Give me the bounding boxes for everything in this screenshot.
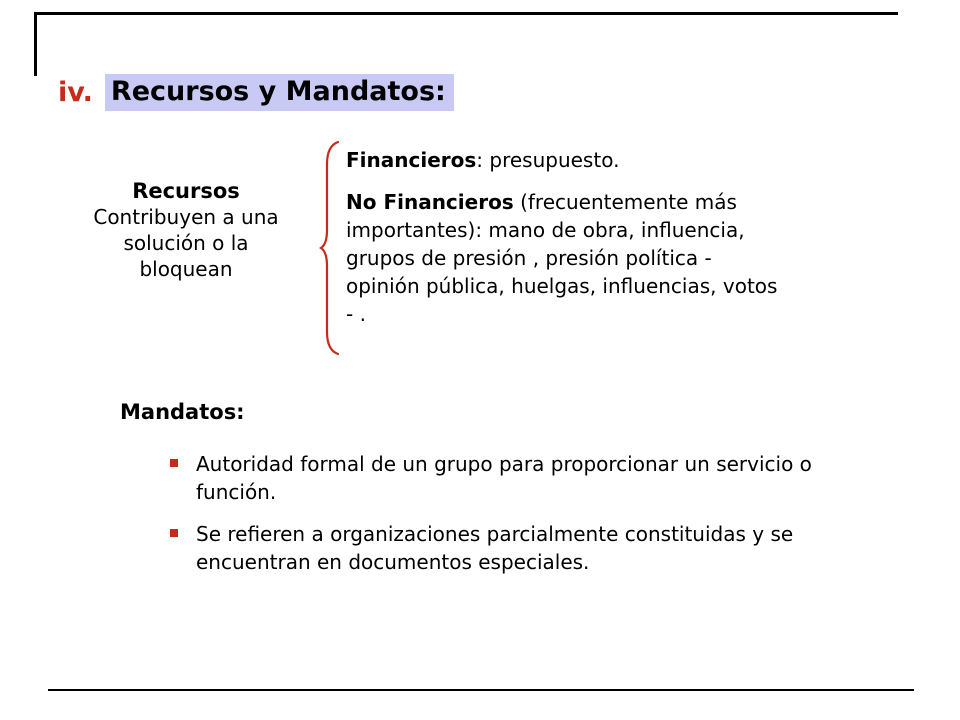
financieros-item <box>346 146 786 174</box>
no-financieros-text: (frecuentemente más importantes): mano de obra, influencia, grupos de presión , presión política - opinión pública, huelgas, influencias, votos - . <box>346 190 778 326</box>
no-financieros-item <box>346 188 786 328</box>
title-text: Recursos y Mandatos: <box>105 74 454 111</box>
frame-bottom-rule <box>48 689 914 691</box>
frame-left-rule <box>34 12 37 76</box>
square-bullet-icon <box>170 459 178 467</box>
mandatos-item <box>168 520 848 576</box>
title-prefix: iv. <box>58 76 93 108</box>
financieros-text: : presupuesto. <box>476 148 620 172</box>
curly-brace-icon <box>318 140 342 356</box>
square-bullet-icon <box>170 529 178 537</box>
financieros-label: Financieros <box>346 148 477 172</box>
recursos-types <box>346 146 786 328</box>
recursos-description: Contribuyen a una solución o la bloquean <box>93 205 279 281</box>
mandatos-item <box>168 450 848 506</box>
recursos-block <box>82 178 290 282</box>
mandatos-item-text: Se refieren a organizaciones parcialmente constituidas y se encuentran en documentos especiales. <box>196 522 794 574</box>
slide-title <box>58 72 454 112</box>
recursos-title: Recursos <box>132 179 240 203</box>
mandatos-title: Mandatos: <box>120 400 245 424</box>
mandatos-item-text: Autoridad formal de un grupo para proporcionar un servicio o función. <box>196 452 812 504</box>
frame-top-rule <box>34 12 898 15</box>
no-financieros-label: No Financieros <box>346 190 514 214</box>
mandatos-list <box>168 450 848 590</box>
